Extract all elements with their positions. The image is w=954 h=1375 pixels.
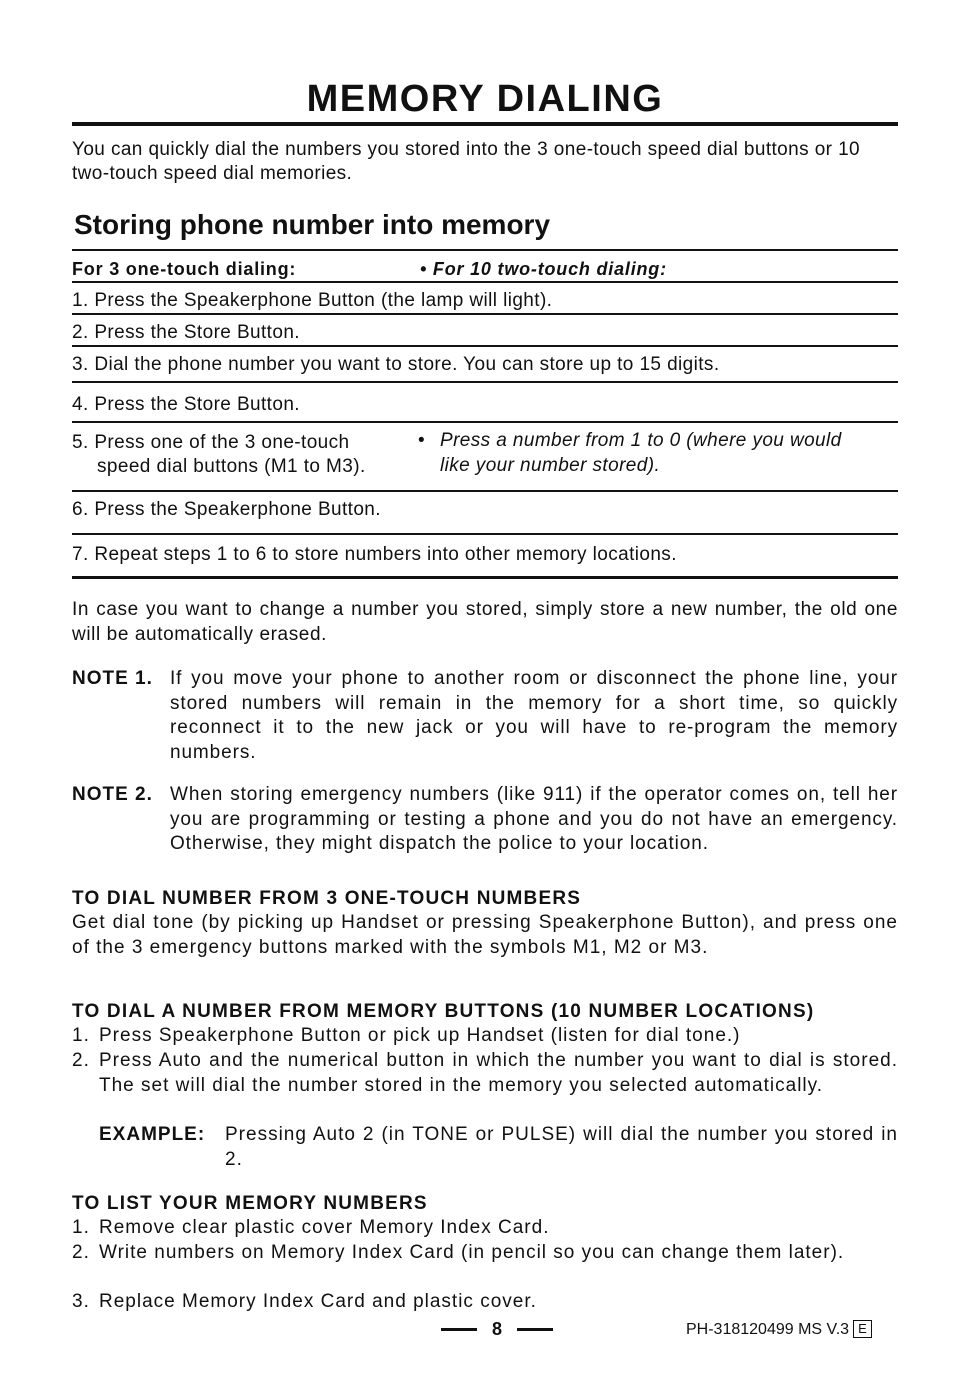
example-text: Pressing Auto 2 (in TONE or PULSE) will dial the number you stored in 2. (225, 1124, 898, 1170)
list-memory-item-1 (72, 1216, 898, 1241)
table-rule (72, 421, 898, 423)
step-5-left-line-2: speed dial buttons (M1 to M3). (97, 456, 366, 477)
step-1: 1. Press the Speakerphone Button (the lamp will light). (72, 290, 553, 311)
memory-buttons-item-2 (72, 1049, 898, 1098)
list-text: Press Auto and the numerical button in which the number you want to dial is stored. The set will dial the number stored in the memory you selected automatically. (99, 1050, 898, 1096)
list-memory-heading: TO LIST YOUR MEMORY NUMBERS (72, 1193, 428, 1214)
table-rule (72, 490, 898, 492)
list-number: 1. (72, 1217, 90, 1238)
table-rule (72, 345, 898, 347)
example-label: EXAMPLE: (99, 1124, 206, 1145)
list-text: Write numbers on Memory Index Card (in pencil so you can change them later). (99, 1242, 845, 1263)
list-text: Remove clear plastic cover Memory Index Card. (99, 1217, 550, 1238)
one-touch-heading: TO DIAL NUMBER FROM 3 ONE-TOUCH NUMBERS (72, 888, 582, 909)
page-title: MEMORY DIALING (306, 78, 664, 120)
header-two-touch: • For 10 two-touch dialing: (420, 259, 667, 279)
step-3: 3. Dial the phone number you want to store. You can store up to 15 digits. (72, 354, 720, 375)
step-4: 4. Press the Store Button. (72, 394, 300, 415)
step-5-right-line-2: like your number stored). (440, 455, 661, 476)
note-1-text: If you move your phone to another room or disconnect the phone line, your stored numbers will remain in the memory for a short time, so quickly reconnect it to the new jack or you will have to re-program the memory numbers. (170, 668, 898, 763)
change-number-paragraph: In case you want to change a number you stored, simply store a new number, the old one will be automatically erased. (72, 599, 898, 645)
note-1-label: NOTE 1. (72, 668, 153, 689)
table-rule (72, 533, 898, 535)
document-code-text: PH-318120499 MS V.3 (686, 1321, 850, 1338)
note-2-label: NOTE 2. (72, 784, 153, 805)
one-touch-text: Get dial tone (by picking up Handset or pressing Speakerphone Button), and press one of the 3 emergency buttons marked with the symbols M1, M2 or M3. (72, 912, 898, 958)
list-text: Replace Memory Index Card and plastic cover. (99, 1291, 537, 1312)
header-one-touch: For 3 one-touch dialing: (72, 259, 297, 279)
section-title: Storing phone number into memory (74, 209, 551, 240)
table-rule (72, 576, 898, 579)
step-2: 2. Press the Store Button. (72, 322, 300, 343)
step-5-bullet: • (418, 430, 426, 451)
list-memory-item-2 (72, 1241, 898, 1266)
table-rule (72, 281, 898, 283)
list-memory-item-3 (72, 1290, 898, 1315)
list-number: 2. (72, 1050, 90, 1071)
list-number: 1. (72, 1025, 90, 1046)
step-5-left-line-1: 5. Press one of the 3 one-touch (72, 432, 350, 453)
intro-paragraph: You can quickly dial the numbers you stored into the 3 one-touch speed dial buttons or 10 two-touch speed dial memories. (72, 139, 861, 184)
memory-buttons-item-1 (72, 1024, 898, 1049)
table-rule (72, 249, 898, 251)
page-number-block (441, 1318, 553, 1340)
step-5-right-line-1: Press a number from 1 to 0 (where you would (440, 430, 842, 451)
memory-buttons-heading: TO DIAL A NUMBER FROM MEMORY BUTTONS (10 NUMBER LOCATIONS) (72, 1001, 815, 1022)
page-number-dash-right (517, 1328, 553, 1331)
page-number: 8 (491, 1319, 502, 1339)
title-underline (72, 122, 898, 126)
step-7: 7. Repeat steps 1 to 6 to store numbers into other memory locations. (72, 544, 677, 565)
example-block (99, 1123, 898, 1172)
note-2-text: When storing emergency numbers (like 911) if the operator comes on, tell her you are programming or testing a phone and you do not have an emergency. Otherwise, they might dispatch the police to your location. (170, 784, 898, 854)
language-badge: E (853, 1320, 872, 1338)
table-rule (72, 381, 898, 383)
list-text: Press Speakerphone Button or pick up Handset (listen for dial tone.) (99, 1025, 741, 1046)
table-rule (72, 313, 898, 315)
document-code (686, 1320, 872, 1340)
list-number: 2. (72, 1242, 90, 1263)
step-6: 6. Press the Speakerphone Button. (72, 499, 381, 520)
list-number: 3. (72, 1291, 90, 1312)
